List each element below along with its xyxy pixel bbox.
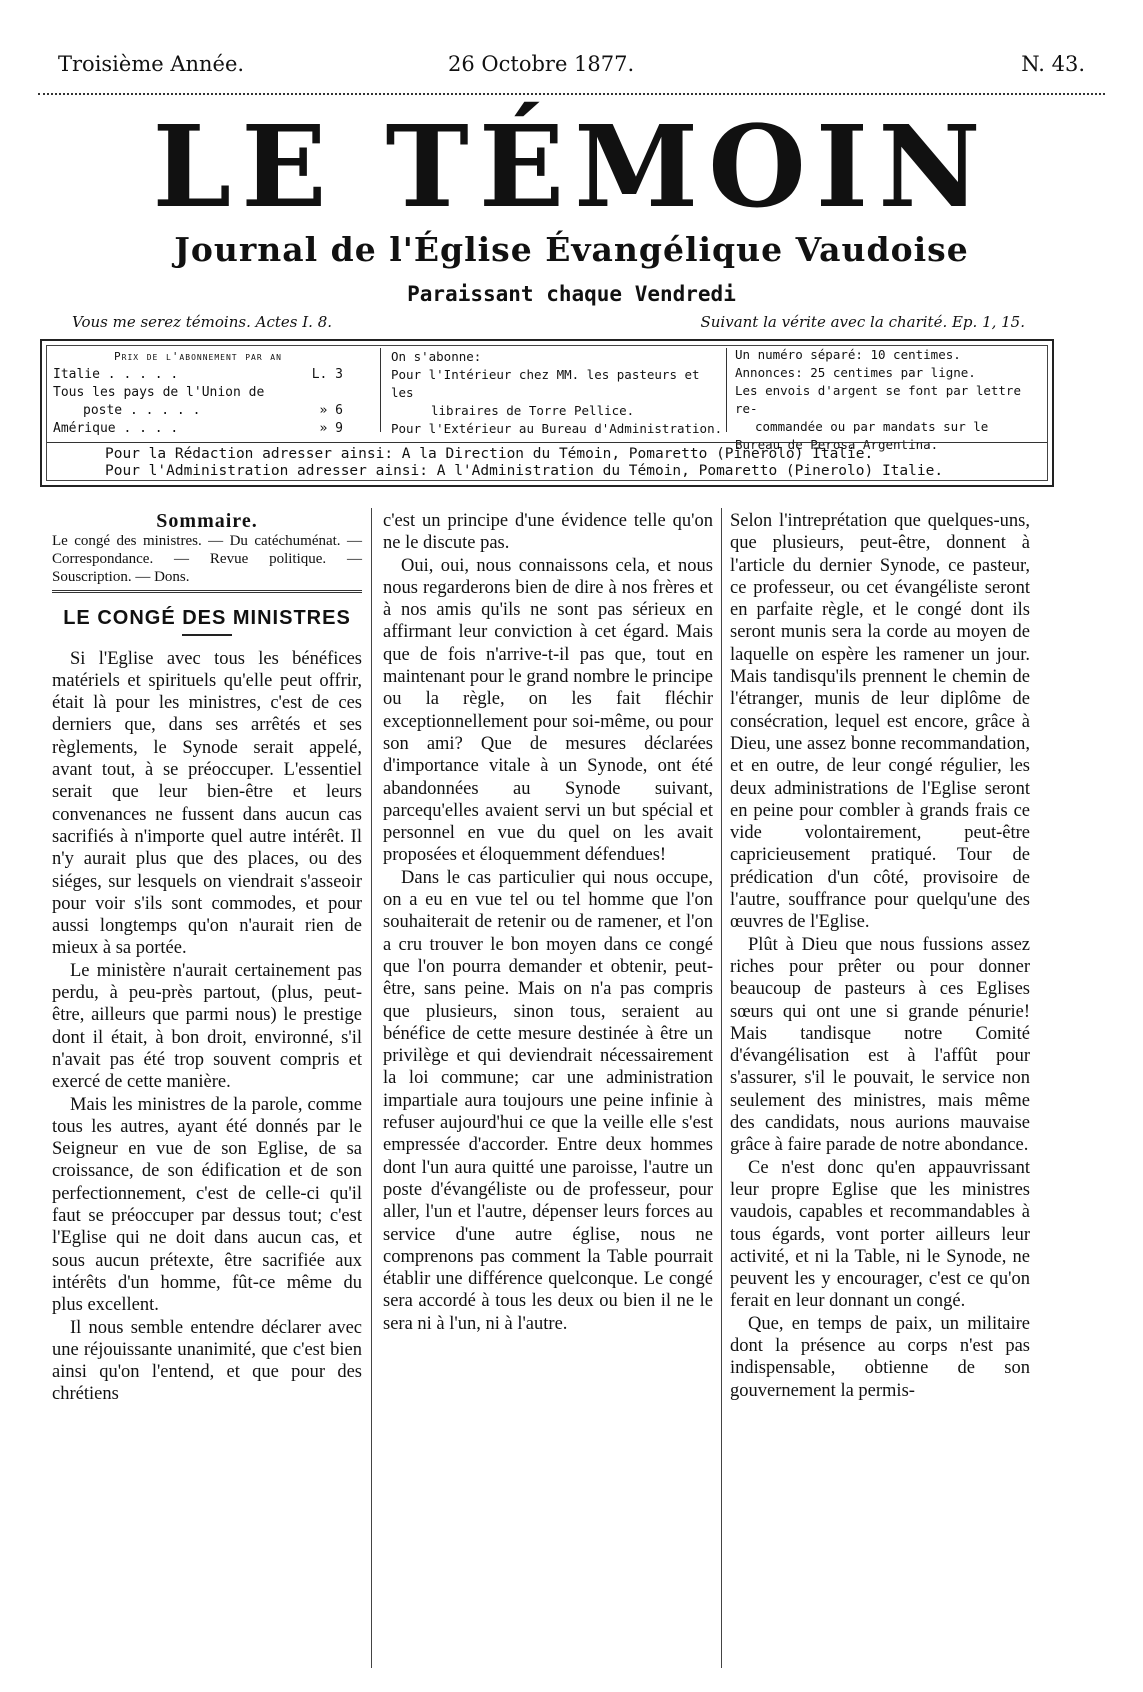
masthead-title: LE TÉMOIN bbox=[152, 102, 991, 233]
subscribe-line: Pour l'Extérieur au Bureau d'Administration. bbox=[391, 421, 723, 436]
price-row: Tous les pays de l'Union de bbox=[53, 385, 265, 400]
header-rule bbox=[38, 93, 1105, 98]
price-row: Italie . . . . . L. 3 bbox=[53, 367, 343, 382]
year-label: Troisième Année. bbox=[58, 52, 245, 76]
paragraph: Si l'Eglise avec tous les bénéfices matériels et spirituels qu'elle peut offrir, était là pour les ministres, c'est de ces derniers que, dans ses arrêtés et ses règlements, le Synode serait appelé, avant tout, à se préoccuper. L'essentiel serait que leur bien-être et leurs convenances ne fussent dans aucun cas sacrifiés à n'importe quel autre intérêt. Il n'y aurait plus que des places, ou des siéges, sur lesquels on viendrait s'asseoir pour voir s'ils sont commodes, et pour aussi longtemps qu'on n'aurait rien de mieux à sa portée. bbox=[52, 648, 362, 959]
paragraph: Mais les ministres de la parole, comme tous les autres, ayant été donnés par le Seigneur en vue de son Eglise, de sa croissance, de son édification et de son perfectionnement, c'est de celle-ci qu'il faut se préoccuper par dessus tout; c'est l'Eglise qui ne doit dans aucun cas, et sous aucun prétexte, être sacrifiée aux intérêts d'un homme, fût-ce même du plus excellent. bbox=[52, 1094, 362, 1316]
paragraph: Plût à Dieu que nous fussions assez riches pour prêter ou pour donner beaucoup de pasteurs à ces Eglises sœurs qui ont une si grande pénurie! Mais tandisque notre Comité d'évangélisation est à l'affût pour s'assurer, s'il le pouvait, le service non seulement des ministres, mais même des candidats, nous aurions mauvaise grâce à faire parade de notre abondance. bbox=[730, 934, 1030, 1156]
paragraph: Selon l'intreprétation que quelques-uns, que plusieurs, peut-être, donnent à l'article du dernier Synode, ce pasteur, ce professeur, ou cet évangéliste seront en parfaite règle, et le congé dont ils seront munis sera la corde au moyen de laquelle on espère les ramener un jour. Mais tandisqu'ils prennent le chemin de l'étranger, munis de leur diplôme de consécration, lequel est encore, grâce à Dieu, une assez bonne recommandation, et en outre, de leur congé régulier, les deux administrations de l'Eglise seront en peine pour combler à grands frais ce vide volontairement, peut-être capricieusement pratiqué. Tour de prédication d'un côté, provisoire de l'autre, souffrance pour quelqu'une des œuvres de l'Eglise. bbox=[730, 511, 1030, 933]
title-rule bbox=[182, 634, 232, 636]
paragraph: Que, en temps de paix, un militaire dont la présence au corps n'est pas indispensable, obtienne de son gouvernement la permis- bbox=[730, 1313, 1030, 1401]
paragraph: c'est un principe d'une évidence telle qu'on ne le discute pas. bbox=[383, 511, 713, 554]
paragraph: Dans le cas particulier qui nous occupe, on a eu en vue tel ou tel homme que l'on souhaiterait de retenir ou de ramener, et l'on a cru trouver le bon moyen dans ce congé que l'on pourra demander et obtenir, peut-être, sans peine. Mais on n'a pas compris que plusieurs, sinon tous, seraient au bénéfice de cette mesure destinée à être un privilège et qui deviendrait nécessairement la loi commune; car une administration impartiale aura toujours une peine infinie à refuser aujourd'hui ce que la veille elle s'est empressée d'accorder. Entre deux hommes dont l'un aura quitté une paroisse, l'autre un poste d'évangéliste ou de professeur, pour aller, l'un et l'autre, dépenser leurs forces au service d'une autre église, nous ne comprenons pas comment la Table pourrait établir une différence quelconque. Le congé sera accordé à tous les deux ou bien il ne le sera ni à l'un, ni à l'autre. bbox=[383, 867, 713, 1334]
column-separator bbox=[721, 508, 722, 1668]
price-title: Prix de l'abonnement par an bbox=[114, 350, 282, 363]
sommaire-text: Le congé des ministres. — Du catéchuménat. — Correspondance. — Revue politique. — Souscription. — Dons. bbox=[52, 533, 362, 586]
subscribe-line: libraires de Torre Pellice. bbox=[431, 403, 635, 418]
motto-right: Suivant la vérite avec la charité. Ep. 1, 15. bbox=[700, 313, 1025, 331]
paragraph: Ce n'est donc qu'en appauvrissant leur propre Eglise que les ministres vaudois, capables et recommandables à tous égards, vont porter ailleurs leur activité, et ni la Table, ni le Synode, ne peuvent les y encourager, c'est ce qu'on ferait en leur donnant un congé. bbox=[730, 1157, 1030, 1312]
header-line bbox=[38, 52, 1105, 82]
subscribe-line: Pour l'Intérieur chez MM. les pasteurs et les bbox=[391, 367, 700, 400]
price-column bbox=[53, 348, 343, 438]
double-rule bbox=[52, 590, 362, 593]
price-row: Amérique . . . . » 9 bbox=[53, 421, 343, 436]
price-row: poste . . . . . » 6 bbox=[83, 403, 343, 418]
column-2 bbox=[383, 510, 713, 1335]
info-line: Les envois d'argent se font par lettre re- bbox=[735, 383, 1021, 416]
publication-frequency: Paraissant chaque Vendredi bbox=[407, 282, 736, 306]
paragraph: Oui, oui, nous connaissons cela, et nous nous regarderons bien de dire à nos frères et à nos amis qu'ils ne sont pas sérieux en affirmant leur conviction à cet égard. Mais que de fois n'arrive-t-il pas que, tout en maintenant pour le grand nombre le principe ou la règle, on les fait fléchir exceptionnellement pour soi-même, ou pour son ami? Que de mesures déclarées d'importance vitale à un Synode, ont été abandonnées au Synode suivant, parcequ'elles avaient servi un but spécial et personnel en vue du quel on les avait proposées et éloquemment défendues! bbox=[383, 555, 713, 866]
subscription-box-inner bbox=[46, 345, 1048, 481]
paragraph: Il nous semble entendre déclarer avec une réjouissante unanimité, que c'est bien ainsi qu'on l'entend, et que pour des chrétiens bbox=[52, 1317, 362, 1405]
info-line: Un numéro séparé: 10 centimes. bbox=[735, 347, 961, 362]
box-divider bbox=[47, 442, 1047, 443]
address-line: Pour l'Administration adresser ainsi: A l'Administration du Témoin, Pomaretto (Pinerolo) Italie. bbox=[105, 463, 944, 479]
column-3 bbox=[730, 510, 1030, 1402]
subscribe-column bbox=[380, 348, 727, 436]
info-line: commandée ou par mandats sur le bbox=[755, 419, 989, 434]
issue-date: 26 Octobre 1877. bbox=[448, 52, 635, 76]
address-block bbox=[105, 446, 943, 480]
info-line: Bureau de Perosa Argentina. bbox=[735, 437, 939, 452]
info-line: Annonces: 25 centimes par ligne. bbox=[735, 365, 976, 380]
motto-left: Vous me serez témoins. Actes I. 8. bbox=[72, 313, 333, 331]
info-column bbox=[735, 346, 1045, 454]
article-title: LE CONGÉ DES MINISTRES bbox=[63, 607, 351, 630]
sommaire-title: Sommaire. bbox=[156, 510, 258, 532]
subscription-box bbox=[40, 339, 1054, 487]
column-1 bbox=[52, 510, 362, 1406]
subscribe-line: On s'abonne: bbox=[391, 349, 482, 364]
column-separator bbox=[371, 508, 372, 1668]
paragraph: Le ministère n'aurait certainement pas perdu, à peu-près partout, (plus, peut-être, ailleurs que parmi nous) le prestige dont il était, à bon droit, environné, s'il n'avait pas été trop souvent compris et exercé de cette manière. bbox=[52, 960, 362, 1093]
masthead-subtitle: Journal de l'Église Évangélique Vaudoise bbox=[174, 230, 969, 269]
issue-number: N. 43. bbox=[1021, 52, 1085, 76]
address-line: Pour la Rédaction adresser ainsi: A la Direction du Témoin, Pomaretto (Pinerolo) Italie. bbox=[105, 446, 874, 462]
